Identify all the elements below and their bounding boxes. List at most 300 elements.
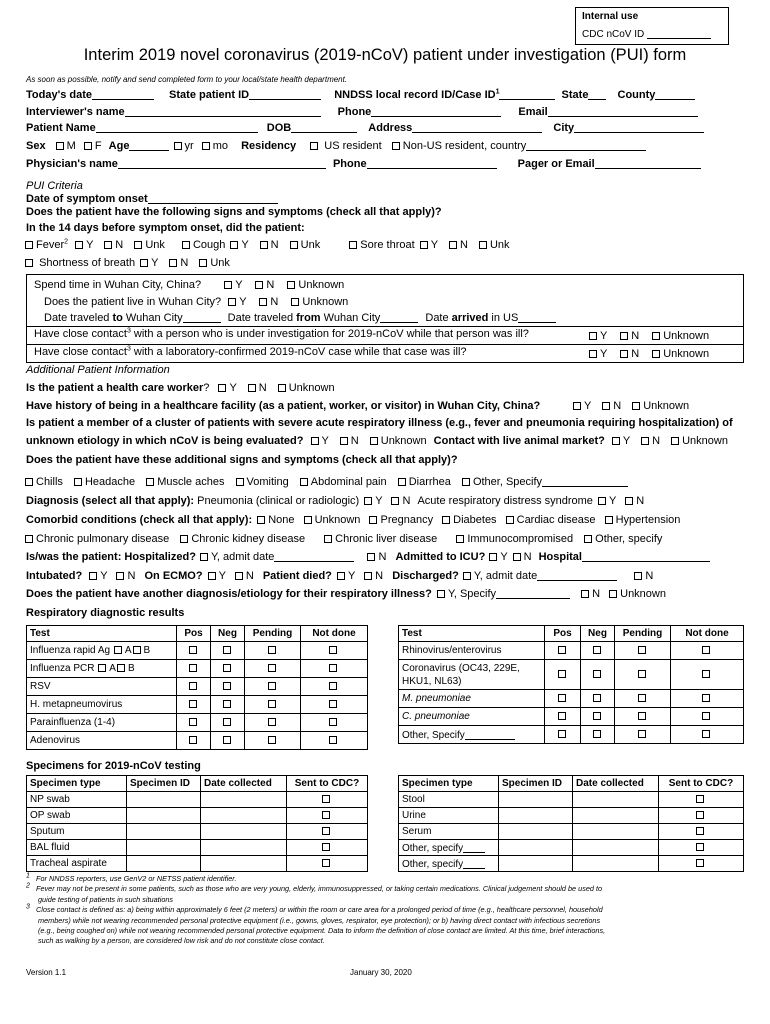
col-test: Test bbox=[27, 626, 177, 642]
result-checkbox[interactable] bbox=[593, 670, 601, 678]
discharged-label: Discharged? bbox=[392, 570, 459, 582]
result-checkbox[interactable] bbox=[189, 718, 197, 726]
chills-checkbox[interactable] bbox=[25, 478, 33, 486]
result-checkbox[interactable] bbox=[558, 730, 566, 738]
specimen-type-cell: NP swab bbox=[27, 792, 127, 808]
discharge-date-field[interactable] bbox=[537, 570, 617, 581]
table-row bbox=[27, 678, 368, 696]
result-checkbox[interactable] bbox=[638, 646, 646, 654]
table-row bbox=[27, 714, 368, 732]
age-yr-option[interactable]: yr bbox=[173, 140, 194, 152]
other-test-field[interactable] bbox=[465, 729, 515, 740]
table-row bbox=[27, 824, 368, 840]
test-name-cell: Parainfluenza (1-4) bbox=[27, 714, 177, 732]
other-sign-checkbox[interactable] bbox=[462, 478, 470, 486]
close1-y-checkbox[interactable] bbox=[589, 332, 597, 340]
hospitalized-label: Is/was the patient: Hospitalized? bbox=[26, 551, 196, 563]
col-specimen-id: Specimen ID bbox=[127, 776, 201, 792]
result-checkbox[interactable] bbox=[702, 712, 710, 720]
physician-phone-field[interactable] bbox=[367, 158, 497, 169]
result-checkbox[interactable] bbox=[189, 736, 197, 744]
pneumonia-y-checkbox[interactable] bbox=[364, 497, 372, 505]
date-to-wuhan-field[interactable] bbox=[183, 312, 221, 323]
col-pending: Pending bbox=[245, 626, 301, 642]
col-sent-to-cdc: Sent to CDC? bbox=[659, 776, 744, 792]
result-checkbox[interactable] bbox=[268, 664, 276, 672]
travel-dates-row: Date traveled to Wuhan City Date traveled from Wuhan City Date arrived in US bbox=[44, 312, 556, 324]
form-title: Interim 2019 novel coronavirus (2019-nCoV) patient under investigation (PUI) form bbox=[83, 46, 687, 64]
internal-use-box bbox=[575, 7, 729, 45]
sob-y-checkbox[interactable] bbox=[140, 259, 148, 267]
state-patient-id-label: State patient ID bbox=[169, 89, 250, 101]
symptom-onset-field[interactable] bbox=[148, 193, 278, 204]
table-header-row bbox=[27, 626, 368, 642]
spend-unknown-checkbox[interactable] bbox=[287, 281, 295, 289]
internal-use-label: Internal use bbox=[582, 11, 639, 22]
flu-pcr-a-checkbox[interactable] bbox=[98, 664, 106, 672]
sex-label: Sex bbox=[26, 140, 46, 152]
state-field[interactable] bbox=[588, 89, 606, 100]
another-unknown-checkbox[interactable] bbox=[609, 590, 617, 598]
sob-checkbox[interactable] bbox=[25, 259, 33, 267]
sent-cdc-checkbox[interactable] bbox=[696, 843, 704, 851]
email-field[interactable] bbox=[548, 106, 698, 117]
result-checkbox[interactable] bbox=[329, 718, 337, 726]
result-checkbox[interactable] bbox=[223, 682, 231, 690]
result-checkbox[interactable] bbox=[223, 646, 231, 654]
col-date-collected: Date collected bbox=[573, 776, 659, 792]
hcw-y-checkbox[interactable] bbox=[218, 384, 226, 392]
none-checkbox[interactable] bbox=[257, 516, 265, 524]
table-header-row bbox=[399, 776, 744, 792]
table-row bbox=[399, 824, 744, 840]
result-checkbox[interactable] bbox=[638, 712, 646, 720]
ecmo-y-checkbox[interactable] bbox=[208, 572, 216, 580]
patient-name-field[interactable] bbox=[96, 122, 258, 133]
additional-signs-row: Chills Headache Muscle aches Vomiting Abdominal pain Diarrhea Other, Specify bbox=[24, 476, 628, 488]
intubated-y-checkbox[interactable] bbox=[89, 572, 97, 580]
test-name-cell: Adenovirus bbox=[27, 732, 177, 750]
test-name-cell: Other, Specify bbox=[399, 726, 545, 744]
spend-n-checkbox[interactable] bbox=[255, 281, 263, 289]
hcw-label: Is the patient a health care worker bbox=[26, 382, 204, 394]
cough-unk-checkbox[interactable] bbox=[290, 241, 298, 249]
nndss-id-label: NNDSS local record ID/Case ID bbox=[334, 89, 496, 101]
ards-label: Acute respiratory distress syndrome bbox=[417, 495, 593, 507]
pregnancy-checkbox[interactable] bbox=[369, 516, 377, 524]
checkbox[interactable] bbox=[310, 142, 318, 150]
additional-signs-question: Does the patient have these additional signs and symptoms (check all that apply)? bbox=[26, 454, 458, 466]
sex-f-option[interactable]: F bbox=[83, 140, 102, 152]
discharged-y-checkbox[interactable] bbox=[463, 572, 471, 580]
date-from-wuhan-field[interactable] bbox=[380, 312, 418, 323]
close2-y-checkbox[interactable] bbox=[589, 350, 597, 358]
table-row bbox=[399, 660, 744, 690]
intubated-row: Intubated? Y N On ECMO? Y N Patient died? Y N Discharged? Y, admit date N bbox=[26, 570, 654, 582]
days14-question: In the 14 days before symptom onset, did the patient: bbox=[26, 222, 305, 234]
sent-cdc-checkbox[interactable] bbox=[696, 795, 704, 803]
spend-wuhan-row: Spend time in Wuhan City, China? Y N Unknown bbox=[34, 279, 345, 291]
pager-email-field[interactable] bbox=[595, 158, 701, 169]
physician-name-field[interactable] bbox=[118, 158, 326, 169]
symptom-onset-label: Date of symptom onset bbox=[26, 193, 148, 205]
headache-checkbox[interactable] bbox=[74, 478, 82, 486]
sob-row: Shortness of breath Y N Unk bbox=[24, 257, 230, 269]
died-y-checkbox[interactable] bbox=[337, 572, 345, 580]
sent-cdc-checkbox[interactable] bbox=[696, 811, 704, 819]
result-checkbox[interactable] bbox=[223, 664, 231, 672]
result-checkbox[interactable] bbox=[558, 646, 566, 654]
close1-n-checkbox[interactable] bbox=[620, 332, 628, 340]
footnotes bbox=[26, 874, 605, 947]
sob-unk-checkbox[interactable] bbox=[199, 259, 207, 267]
header-row-5 bbox=[26, 158, 701, 170]
sent-cdc-checkbox[interactable] bbox=[322, 859, 330, 867]
comorbid-label: Comorbid conditions (check all that apply): bbox=[26, 514, 253, 526]
result-checkbox[interactable] bbox=[329, 646, 337, 654]
hospital-field[interactable] bbox=[582, 551, 710, 562]
non-us-resident-option[interactable]: Non-US resident, country bbox=[391, 140, 527, 152]
col-sent-to-cdc: Sent to CDC? bbox=[287, 776, 368, 792]
hcw-row: Is the patient a health care worker? Y N Unknown bbox=[26, 382, 335, 394]
live-unknown-checkbox[interactable] bbox=[291, 298, 299, 306]
result-checkbox[interactable] bbox=[223, 718, 231, 726]
col-specimen-type: Specimen type bbox=[27, 776, 127, 792]
specimen-table-right bbox=[398, 775, 744, 872]
another-specify-field[interactable] bbox=[496, 588, 570, 599]
hist-n-checkbox[interactable] bbox=[602, 402, 610, 410]
age-mo-option[interactable]: mo bbox=[201, 140, 228, 152]
sent-cdc-checkbox[interactable] bbox=[322, 843, 330, 851]
footnote-3-cont-3: such as walking by a person, are considered low risk and do not constitute close contact. bbox=[38, 936, 325, 946]
discharged-n-checkbox[interactable] bbox=[634, 572, 642, 580]
dob-field[interactable] bbox=[291, 122, 357, 133]
ards-n-checkbox[interactable] bbox=[625, 497, 633, 505]
specimen-type-cell: Other, specify bbox=[399, 840, 499, 856]
fever-label: Fever bbox=[36, 239, 65, 251]
date-arrived-us-field[interactable] bbox=[518, 312, 556, 323]
result-checkbox[interactable] bbox=[702, 670, 710, 678]
hcw-unknown-checkbox[interactable] bbox=[278, 384, 286, 392]
table-row bbox=[27, 840, 368, 856]
email-label: Email bbox=[518, 106, 548, 118]
spend-y-checkbox[interactable] bbox=[224, 281, 232, 289]
table-row bbox=[399, 642, 744, 660]
result-checkbox[interactable] bbox=[223, 700, 231, 708]
ards-y-checkbox[interactable] bbox=[598, 497, 606, 505]
result-checkbox[interactable] bbox=[268, 682, 276, 690]
county-field[interactable] bbox=[655, 89, 695, 100]
diabetes-checkbox[interactable] bbox=[442, 516, 450, 524]
resp-table-left bbox=[26, 625, 368, 750]
table-row bbox=[27, 642, 368, 660]
other-specimen-field[interactable] bbox=[463, 842, 485, 853]
cough-checkbox[interactable] bbox=[182, 241, 190, 249]
specimens-heading: Specimens for 2019-nCoV testing bbox=[26, 760, 201, 772]
muscle-aches-checkbox[interactable] bbox=[146, 478, 154, 486]
todays-date-field[interactable] bbox=[92, 89, 154, 100]
city-label: City bbox=[553, 122, 575, 134]
specimen-type-cell: BAL fluid bbox=[27, 840, 127, 856]
abdominal-pain-checkbox[interactable] bbox=[300, 478, 308, 486]
flu-a-checkbox[interactable] bbox=[114, 646, 122, 654]
result-checkbox[interactable] bbox=[329, 664, 337, 672]
sent-cdc-checkbox[interactable] bbox=[322, 811, 330, 819]
footnote-3: 3 Close contact is defined as: a) being within approximately 6 feet (2 meters) or within the room or care area for a prolonged period of time (e.g., healthcare personnel, household bbox=[26, 903, 603, 915]
close2-unknown-checkbox[interactable] bbox=[652, 350, 660, 358]
pneumonia-label: Pneumonia (clinical or radiologic) bbox=[197, 495, 360, 507]
icu-label: Admitted to ICU? bbox=[395, 551, 486, 563]
hospitalized-row: Is/was the patient: Hospitalized? Y, admit date N Admitted to ICU? Y N Hospital bbox=[26, 551, 710, 563]
sore-throat-unk-checkbox[interactable] bbox=[479, 241, 487, 249]
cluster-n-checkbox[interactable] bbox=[340, 437, 348, 445]
immuno-checkbox[interactable] bbox=[456, 535, 464, 543]
result-checkbox[interactable] bbox=[189, 646, 197, 654]
interviewer-name-label: Interviewer's name bbox=[26, 106, 125, 118]
other-comorbid-checkbox[interactable] bbox=[584, 535, 592, 543]
pneumonia-n-checkbox[interactable] bbox=[391, 497, 399, 505]
sent-cdc-checkbox[interactable] bbox=[322, 795, 330, 803]
other-specimen-field[interactable] bbox=[463, 858, 485, 869]
another-diagnosis-label: Does the patient have another diagnosis/etiology for their respiratory illness? bbox=[26, 588, 432, 600]
col-specimen-type: Specimen type bbox=[399, 776, 499, 792]
test-name-cell: Coronavirus (OC43, 229E, HKU1, NL63) bbox=[399, 660, 545, 690]
flu-b-checkbox[interactable] bbox=[133, 646, 141, 654]
result-checkbox[interactable] bbox=[558, 694, 566, 702]
cough-y-checkbox[interactable] bbox=[230, 241, 238, 249]
header-row-3 bbox=[26, 122, 704, 134]
date-label: January 30, 2020 bbox=[350, 968, 412, 977]
sent-cdc-checkbox[interactable] bbox=[696, 859, 704, 867]
col-specimen-id: Specimen ID bbox=[499, 776, 573, 792]
sent-cdc-checkbox[interactable] bbox=[322, 827, 330, 835]
result-checkbox[interactable] bbox=[268, 718, 276, 726]
sent-cdc-checkbox[interactable] bbox=[696, 827, 704, 835]
result-checkbox[interactable] bbox=[223, 736, 231, 744]
result-checkbox[interactable] bbox=[268, 700, 276, 708]
animal-unknown-checkbox[interactable] bbox=[671, 437, 679, 445]
cdc-ncov-id-label: CDC nCoV ID bbox=[582, 29, 645, 40]
other-sign-field[interactable] bbox=[542, 476, 628, 487]
animal-n-checkbox[interactable] bbox=[641, 437, 649, 445]
checkbox[interactable] bbox=[202, 142, 210, 150]
cdc-ncov-id-field[interactable] bbox=[582, 28, 711, 40]
liver-checkbox[interactable] bbox=[324, 535, 332, 543]
result-checkbox[interactable] bbox=[329, 736, 337, 744]
country-field[interactable] bbox=[526, 140, 646, 151]
col-pos: Pos bbox=[177, 626, 211, 642]
live-wuhan-row: Does the patient live in Wuhan City? Y N Unknown bbox=[44, 296, 349, 308]
flu-pcr-b-checkbox[interactable] bbox=[117, 664, 125, 672]
result-checkbox[interactable] bbox=[593, 712, 601, 720]
another-diagnosis-row: Does the patient have another diagnosis/etiology for their respiratory illness? Y, Specify N Unknown bbox=[26, 588, 666, 600]
table-row bbox=[399, 856, 744, 872]
col-date-collected: Date collected bbox=[201, 776, 287, 792]
vomiting-checkbox[interactable] bbox=[236, 478, 244, 486]
county-label: County bbox=[617, 89, 656, 101]
died-label: Patient died? bbox=[262, 570, 332, 582]
result-checkbox[interactable] bbox=[593, 646, 601, 654]
result-checkbox[interactable] bbox=[329, 700, 337, 708]
resp-heading: Respiratory diagnostic results bbox=[26, 607, 185, 619]
icu-y-checkbox[interactable] bbox=[489, 553, 497, 561]
checkbox[interactable] bbox=[84, 142, 92, 150]
test-name-cell: RSV bbox=[27, 678, 177, 696]
close1-unknown-checkbox[interactable] bbox=[652, 332, 660, 340]
header-row-4 bbox=[26, 140, 646, 152]
city-field[interactable] bbox=[574, 122, 704, 133]
age-field[interactable] bbox=[129, 140, 169, 151]
live-y-checkbox[interactable] bbox=[228, 298, 236, 306]
table-row bbox=[399, 690, 744, 708]
fever-y-checkbox[interactable] bbox=[75, 241, 83, 249]
fever-unk-checkbox[interactable] bbox=[134, 241, 142, 249]
close-contact-case-label: Have close contact$^3$ with a laboratory-confirmed 2019-nCoV case while that case was ill? bbox=[34, 345, 467, 358]
address-field[interactable] bbox=[412, 122, 542, 133]
hist-y-checkbox[interactable] bbox=[573, 402, 581, 410]
dob-label: DOB bbox=[266, 122, 292, 134]
result-checkbox[interactable] bbox=[189, 664, 197, 672]
comorbid-row-1: Comorbid conditions (check all that apply): None Unknown Pregnancy Diabetes Cardiac disease Hypertension bbox=[26, 514, 681, 526]
test-name-cell: H. metapneumovirus bbox=[27, 696, 177, 714]
phone-label: Phone bbox=[337, 106, 372, 118]
animal-market-label: Contact with live animal market? bbox=[433, 435, 605, 447]
interviewer-name-field[interactable] bbox=[125, 106, 321, 117]
sore-throat-y-checkbox[interactable] bbox=[420, 241, 428, 249]
died-n-checkbox[interactable] bbox=[364, 572, 372, 580]
table-row bbox=[399, 792, 744, 808]
table-row bbox=[27, 856, 368, 872]
checkbox[interactable] bbox=[174, 142, 182, 150]
cluster-unknown-checkbox[interactable] bbox=[370, 437, 378, 445]
fever-n-checkbox[interactable] bbox=[104, 241, 112, 249]
comorbid-row-2: Chronic pulmonary disease Chronic kidney disease Chronic liver disease Immunocompromised Other, specify bbox=[24, 533, 662, 545]
ecmo-n-checkbox[interactable] bbox=[235, 572, 243, 580]
symptom-onset-row bbox=[26, 193, 278, 205]
intubated-label: Intubated? bbox=[26, 570, 83, 582]
test-name-cell: M. pneumoniae bbox=[399, 690, 545, 708]
sore-throat-checkbox[interactable] bbox=[349, 241, 357, 249]
test-name-cell: Rhinovirus/enterovirus bbox=[399, 642, 545, 660]
another-n-checkbox[interactable] bbox=[581, 590, 589, 598]
us-resident-option[interactable]: US resident bbox=[309, 140, 382, 152]
footnote-3-cont-1: members) while not wearing recommended personal protective equipment (i.e., gowns, gloves, respirator, eye protection); or b) having direct contact with infectious secretions bbox=[38, 915, 601, 925]
admit-date-field[interactable] bbox=[274, 551, 354, 562]
table-row bbox=[27, 660, 368, 678]
close2-n-checkbox[interactable] bbox=[620, 350, 628, 358]
sore-throat-label: Sore throat bbox=[360, 239, 415, 251]
signs-question: Does the patient have the following signs and symptoms (check all that apply)? bbox=[26, 206, 442, 218]
result-checkbox[interactable] bbox=[558, 712, 566, 720]
animal-y-checkbox[interactable] bbox=[612, 437, 620, 445]
comorbid-unknown-checkbox[interactable] bbox=[304, 516, 312, 524]
nndss-id-field[interactable] bbox=[499, 89, 555, 100]
sob-n-checkbox[interactable] bbox=[169, 259, 177, 267]
kidney-checkbox[interactable] bbox=[180, 535, 188, 543]
table-header-row bbox=[399, 626, 744, 642]
notice-text: As soon as possible, notify and send completed form to your local/state health department. bbox=[26, 75, 348, 84]
result-checkbox[interactable] bbox=[702, 694, 710, 702]
test-name-cell: Influenza PCR A B bbox=[27, 660, 177, 678]
result-checkbox[interactable] bbox=[593, 694, 601, 702]
result-checkbox[interactable] bbox=[702, 730, 710, 738]
state-patient-id-field[interactable] bbox=[249, 89, 321, 100]
pui-criteria-heading: PUI Criteria bbox=[26, 180, 83, 192]
hosp-n-checkbox[interactable] bbox=[367, 553, 375, 561]
diarrhea-checkbox[interactable] bbox=[398, 478, 406, 486]
result-checkbox[interactable] bbox=[558, 670, 566, 678]
another-y-checkbox[interactable] bbox=[437, 590, 445, 598]
fever-checkbox[interactable] bbox=[25, 241, 33, 249]
cluster-y-checkbox[interactable] bbox=[311, 437, 319, 445]
fever-cough-sore-row: Fever$^2$ Y N Unk Cough Y N Unk Sore throat Y N Unk bbox=[24, 239, 510, 251]
col-neg: Neg bbox=[581, 626, 615, 642]
result-checkbox[interactable] bbox=[638, 694, 646, 702]
icu-n-checkbox[interactable] bbox=[513, 553, 521, 561]
close-contact-pui-options: Y N Unknown bbox=[588, 330, 709, 342]
spend-wuhan-label: Spend time in Wuhan City, China? bbox=[34, 279, 202, 291]
result-checkbox[interactable] bbox=[268, 646, 276, 654]
additional-info-heading: Additional Patient Information bbox=[26, 364, 170, 376]
table-row bbox=[399, 708, 744, 726]
result-checkbox[interactable] bbox=[329, 682, 337, 690]
diagnosis-label: Diagnosis (select all that apply): bbox=[26, 495, 195, 507]
result-checkbox[interactable] bbox=[638, 730, 646, 738]
intubated-n-checkbox[interactable] bbox=[116, 572, 124, 580]
sob-label: Shortness of breath bbox=[39, 257, 136, 269]
col-test: Test bbox=[399, 626, 545, 642]
cluster-row-2: unknown etiology in which nCoV is being evaluated? Y N Unknown Contact with live animal market? Y N Unknown bbox=[26, 435, 728, 447]
result-checkbox[interactable] bbox=[268, 736, 276, 744]
specimen-type-cell: Other, specify bbox=[399, 856, 499, 872]
specimen-table-left bbox=[26, 775, 368, 872]
hist-unknown-checkbox[interactable] bbox=[632, 402, 640, 410]
sex-m-option[interactable]: M bbox=[55, 140, 76, 152]
checkbox[interactable] bbox=[56, 142, 64, 150]
ecmo-label: On ECMO? bbox=[144, 570, 203, 582]
header-row-1: Today's date State patient ID NNDSS local record ID/Case $ID^1$ State County bbox=[26, 89, 695, 101]
result-checkbox[interactable] bbox=[638, 670, 646, 678]
pager-email-label: Pager or Email bbox=[517, 158, 595, 170]
table-row bbox=[27, 732, 368, 750]
col-not-done: Not done bbox=[301, 626, 368, 642]
col-not-done: Not done bbox=[671, 626, 744, 642]
result-checkbox[interactable] bbox=[189, 682, 197, 690]
hypertension-checkbox[interactable] bbox=[605, 516, 613, 524]
table-row bbox=[27, 696, 368, 714]
hcw-n-checkbox[interactable] bbox=[248, 384, 256, 392]
physician-name-label: Physician's name bbox=[26, 158, 118, 170]
age-label: Age bbox=[108, 140, 130, 152]
cough-n-checkbox[interactable] bbox=[260, 241, 268, 249]
specimen-type-cell: Serum bbox=[399, 824, 499, 840]
cluster-label-1: Is patient a member of a cluster of patients with severe acute respiratory illness (e.g., fever and pneumonia requiring hospitalization) of bbox=[26, 417, 733, 429]
col-pending: Pending bbox=[615, 626, 671, 642]
phone-field[interactable] bbox=[371, 106, 501, 117]
hosp-y-checkbox[interactable] bbox=[200, 553, 208, 561]
result-checkbox[interactable] bbox=[593, 730, 601, 738]
checkbox[interactable] bbox=[392, 142, 400, 150]
result-checkbox[interactable] bbox=[702, 646, 710, 654]
sore-throat-n-checkbox[interactable] bbox=[449, 241, 457, 249]
pulmonary-checkbox[interactable] bbox=[25, 535, 33, 543]
cardiac-checkbox[interactable] bbox=[506, 516, 514, 524]
result-checkbox[interactable] bbox=[189, 700, 197, 708]
table-row bbox=[399, 840, 744, 856]
resp-table-right bbox=[398, 625, 744, 744]
history-options: Y N Unknown bbox=[572, 400, 689, 412]
live-n-checkbox[interactable] bbox=[259, 298, 267, 306]
